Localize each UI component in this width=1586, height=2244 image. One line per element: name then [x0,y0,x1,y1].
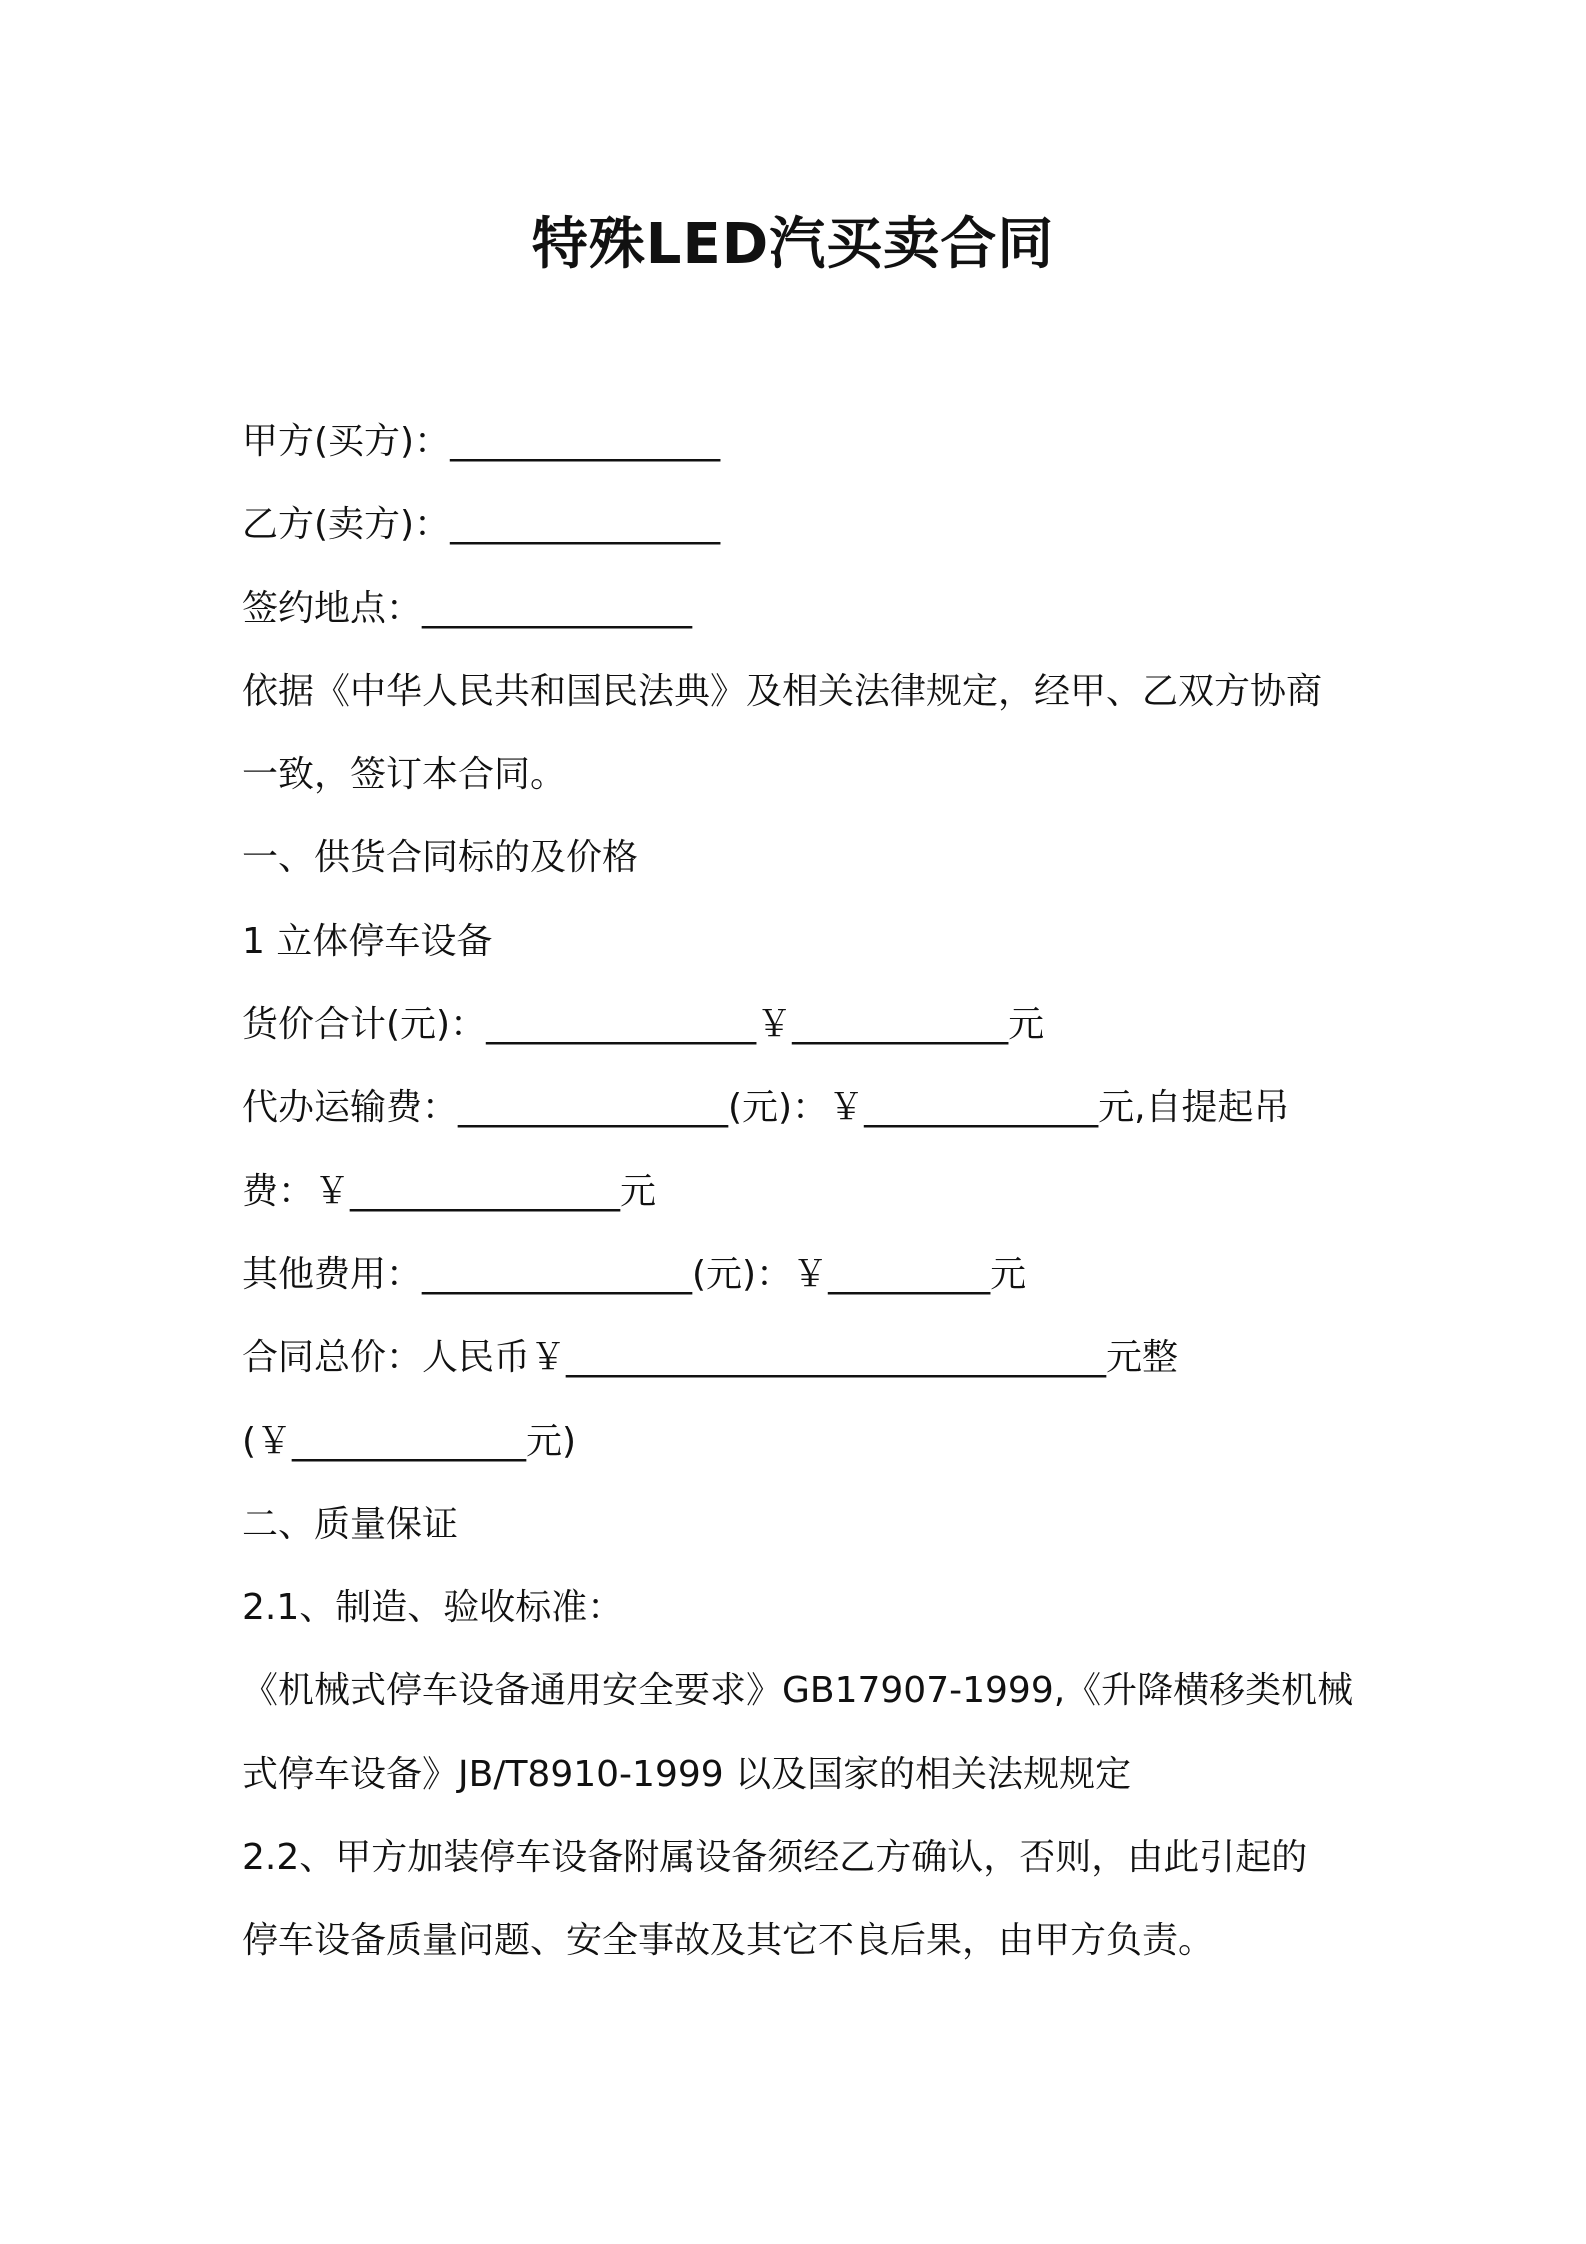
seller-line: 乙方(卖方)：_______________ [242,504,721,546]
goods-price-line: 货价合计(元)：_______________￥____________元 [242,1004,1045,1046]
other-fees-line: 其他费用：_______________(元)：￥_________元 [242,1253,1027,1295]
item-1-heading: 1 立体停车设备 [242,920,493,962]
document-body [242,400,1357,1983]
transport-fee-line: 代办运输费：_______________(元)：￥_____________元,自提起吊 [242,1087,1290,1129]
standards-line-1: 《机械式停车设备通用安全要求》GB17907-1999,《升降横移类机械 [242,1670,1354,1712]
lifting-fee-line: 费：￥_______________元 [242,1170,657,1212]
clause-2-1-heading: 2.1、制造、验收标准： [242,1587,624,1629]
standards-line-2: 式停车设备》JB/T8910-1999 以及国家的相关法规规定 [242,1753,1132,1795]
buyer-line: 甲方(买方)：_______________ [242,421,721,462]
document-title: 特殊LED汽买卖合同 [531,212,1055,277]
section-1-heading: 一、供货合同标的及价格 [242,837,639,879]
clause-2-2-line-2: 停车设备质量问题、安全事故及其它不良后果，由甲方负责。 [242,1920,1215,1962]
legal-basis-line-1: 依据《中华人民共和国民法典》及相关法律规定，经甲、乙双方协商 [242,670,1323,712]
legal-basis-line-2: 一致，签订本合同。 [242,754,567,796]
total-price-line: 合同总价：人民币￥______________________________元整 [242,1337,1179,1379]
total-price-amount-line: (￥_____________元) [242,1420,577,1462]
section-2-heading: 二、质量保证 [242,1503,459,1545]
signing-place-line: 签约地点：_______________ [242,587,693,629]
clause-2-2-line-1: 2.2、甲方加装停车设备附属设备须经乙方确认，否则，由此引起的 [242,1837,1308,1879]
